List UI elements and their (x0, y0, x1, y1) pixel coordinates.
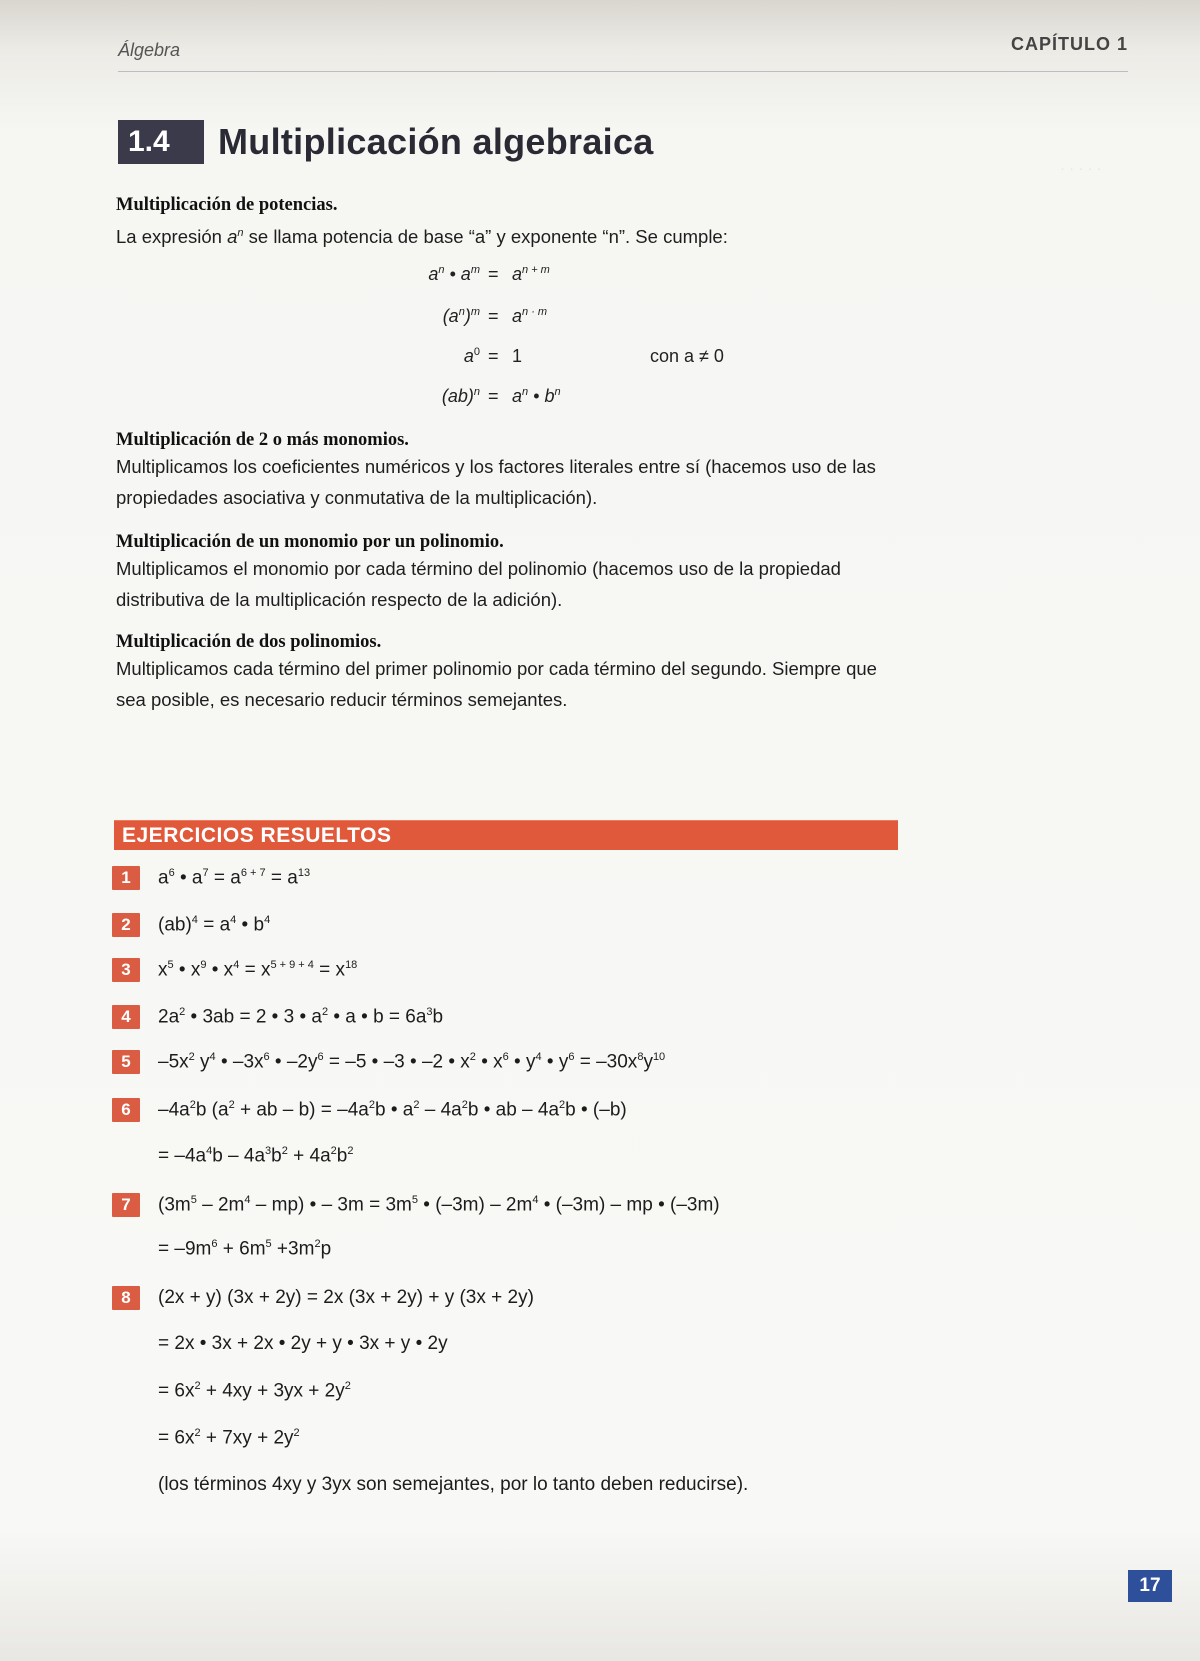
header-chapter: CAPÍTULO 1 (1010, 34, 1128, 54)
exercise-continuation: = $-4a^4b - 4a^3b^2 + 4a^2b^2$ (158, 1145, 354, 1167)
monomials-block (116, 430, 906, 513)
two-poly-block (116, 632, 906, 715)
exercise-continuation: = $-9m^6 + 6m^5 +3m^2p$ (158, 1238, 332, 1260)
mono-poly-text: Multiplicamos el monomio por cada término del polinomio (hacemos uso de la propiedad distributiva de la multiplicación respecto de la adición). (116, 558, 841, 610)
exercise-row (112, 910, 270, 940)
exercise-continuation: = $6x^2 + 4xy + 3yx + 2y^2$ (158, 1380, 351, 1402)
exercise-expression: $-4a^2b$ ($a^2$ + ab – $b) = -4a^2b$ • $a^2 - 4a^2b$ • ab – $4a^2b$ • (–b) (158, 1098, 627, 1121)
exercise-expression: $a^6$ • $a^7 = a^{6 + 7} = a^{13}$ (158, 866, 311, 889)
exercise-number: 1 (112, 866, 140, 890)
exercise-continuation: = $6x^2 + 7xy + 2y^2$ (158, 1427, 300, 1449)
exercise-number: 7 (112, 1193, 140, 1217)
exercise-row (112, 1095, 627, 1125)
section-number: 1.4 (118, 120, 204, 164)
exercise-number: 4 (112, 1005, 140, 1029)
page-number: 17 (1128, 1570, 1172, 1602)
exercises-banner-label: EJERCICIOS RESUELTOS (122, 824, 392, 847)
two-poly-text: Multiplicamos cada término del primer polinomio por cada término del segundo. Siempre que sea posible, es necesario reducir términos semejantes. (116, 658, 877, 710)
exercise-number: 8 (112, 1286, 140, 1310)
exercise-row (112, 1283, 534, 1313)
section-heading: Multiplicación algebraica (218, 121, 654, 162)
exercise-expression: $-5x^2$ $y^4$ • $-3x^6$ • $-2y^6 = -5$ • –3 • –2 • $x^2$ • $x^6$ • $y^4$ • $y^6 = -30x^8y^{10}$ (158, 1050, 666, 1073)
powers-block (116, 195, 906, 252)
mono-poly-heading: Multiplicación de un monomio por un polinomio. (116, 532, 504, 552)
section-title (118, 115, 654, 169)
textbook-page: · · · · · Álgebra CAPÍTULO 1 1.4 Multiplicación algebraica Multiplicación de potencias. La expresión $a^n$ se llama potencia de base “a” y exponente “n”. Se cumple: $a^n$ • $a^m$ = $a^{n + m}$ $(a^n)^m$ = $a^{n \cdot m}$ $a^0$ = 1 con a ≠ 0 (ab)$^n$ = $a^n$ • $b^n$ Multiplicación de 2 o más monomios. Multiplicamos los coeficientes numéricos y los factores literales entre sí (hacemos uso de las propiedades asociativa y conmutativa de la multiplicación). Multiplicación de un monomio por un polinomio. Multiplicamos el monomio por cada término del polinomio (hacemos uso de la propiedad distributiva de la multiplicación respecto de la adición). Multiplicación de dos polinomios. Multiplicamos cada término del primer polinomio por cada término del segundo. Siempre que sea posible, es necesario reducir términos semejantes. EJERCICIOS RESUELTOS 1 $a^6$ • $a^7 = a^{6 + 7} = a^{13}$ 2 $(ab)^4 = a^4$ • $b^4$ 3 $x^5$ • $x^9$ • $x^4 = x^{5 + 9 + 4} = x^{18}$ 4 $2a^2$ • 3ab = 2 • 3 • $a^2$ • a • $b = 6a^3b$ 5 $-5x^2$ $y^4$ • $-3x^6$ • $-2y^6 = -5$ • –3 • –2 • $x^2$ • $x^6$ • $y^4$ • $y^6 = -30x^8y^{10}$ 6 $-4a^2b$ ($a^2$ + ab – $b) = -4a^2b$ • $a^2 - 4a^2b$ • ab – $4a^2b$ • (–b) = $-4a^4b - 4a^3b^2 + 4a^2b^2$ 7 $(3m^5 - 2m^4 - mp)$ • – $3m = 3m^5$ • $(-3m) - 2m^4$ • (–3m) – mp • (–3m) = $-9m^6 + 6m^5 +3m^2p$ 8 (2x + y) (3x + 2y) = 2x (3x + 2y) + y (3x + 2y) = 2x • 3x + 2x • 2y + y • 3x + y • 2y = $6x^2 + 4xy + 3yx + 2y^2$ = $6x^2 + 7xy + 2y^2$ (los términos 4xy y 3yx son semejantes, por lo tanto deben reducirse). 17 (0, 0, 1200, 1661)
exercise-expression: $(3m^5 - 2m^4 - mp)$ • – $3m = 3m^5$ • $(-3m) - 2m^4$ • (–3m) – mp • (–3m) (158, 1193, 720, 1216)
exercise-number: 6 (112, 1098, 140, 1122)
exercise-row (112, 863, 310, 893)
powers-intro: La expresión $a^n$ se llama potencia de base “a” y exponente “n”. Se cumple: (116, 226, 728, 248)
exercise-row (112, 1047, 665, 1077)
exercise-number: 2 (112, 913, 140, 937)
exercise-expression: (2x + y) (3x + 2y) = 2x (3x + 2y) + y (3x + 2y) (158, 1287, 534, 1308)
exercise-row (112, 1190, 720, 1220)
monomials-heading: Multiplicación de 2 o más monomios. (116, 430, 409, 450)
exercise-expression: $2a^2$ • 3ab = 2 • 3 • $a^2$ • a • $b = 6a^3b$ (158, 1005, 444, 1028)
bleed-through-text: · · · · · (1060, 160, 1102, 177)
exercises-banner (114, 820, 898, 850)
header-subject: Álgebra (118, 40, 181, 60)
rule-condition: con a ≠ 0 (650, 346, 724, 366)
exercise-expression: $(ab)^4 = a^4$ • $b^4$ (158, 913, 271, 936)
exercise-expression: $x^5$ • $x^9$ • $x^4 = x^{5 + 9 + 4} = x^{18}$ (158, 958, 358, 981)
exercise-row (112, 1002, 443, 1032)
exercise-note: (los términos 4xy y 3yx son semejantes, por lo tanto deben reducirse). (158, 1474, 749, 1495)
running-header (118, 34, 1128, 72)
mono-poly-block (116, 532, 906, 615)
exercise-row (112, 955, 357, 985)
exercise-number: 5 (112, 1050, 140, 1074)
exercise-number: 3 (112, 958, 140, 982)
powers-heading: Multiplicación de potencias. (116, 195, 338, 215)
monomials-text: Multiplicamos los coeficientes numéricos y los factores literales entre sí (hacemos uso de las propiedades asociativa y conmutativa de la multiplicación). (116, 456, 876, 508)
two-poly-heading: Multiplicación de dos polinomios. (116, 632, 382, 652)
exercise-continuation: = 2x • 3x + 2x • 2y + y • 3x + y • 2y (158, 1333, 448, 1354)
